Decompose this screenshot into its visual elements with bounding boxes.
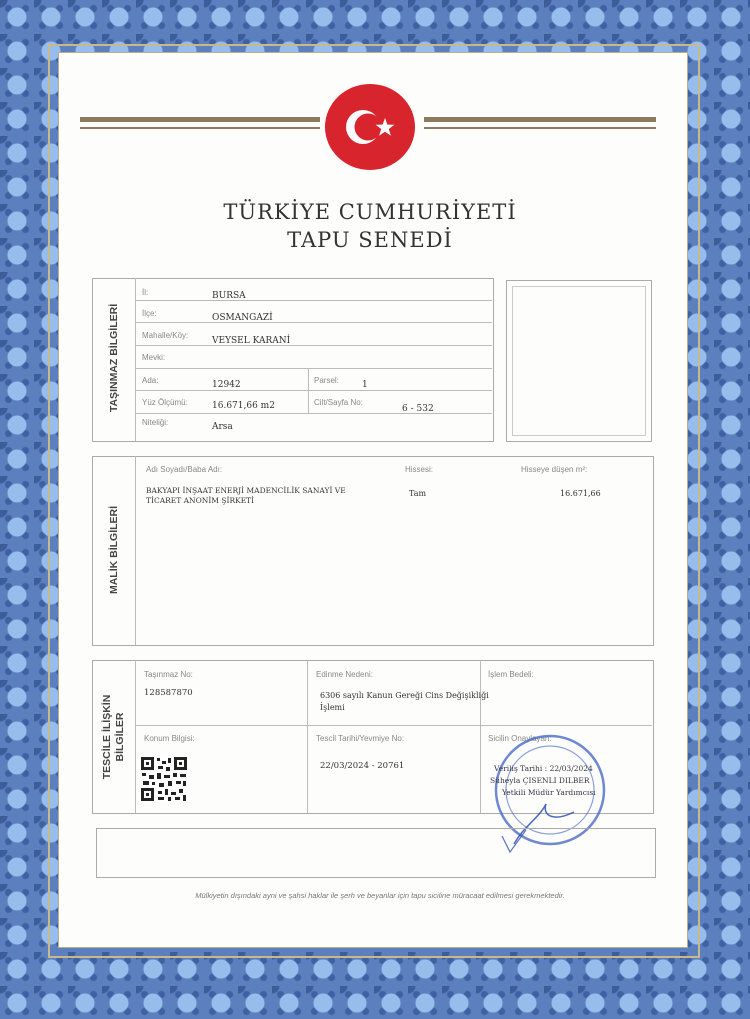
memur-name: Süheyla ÇISENLI DILBER [490, 776, 590, 785]
yuzolcum-label: Yüz Ölçümü: [142, 398, 188, 407]
header-bar-left-thin [80, 127, 320, 129]
parsel-label: Parsel: [314, 376, 339, 385]
tescil-section-label [101, 667, 127, 807]
mahalle-label: Mahalle/Köy: [142, 331, 189, 340]
edinme-line1: 6306 sayılı Kanun Gereği Cins Değişikliği [320, 691, 489, 700]
header-bar-right-thin [424, 127, 656, 129]
hisse-m2-value: 16.671,66 [560, 489, 601, 498]
verilis-tarihi: Veriliş Tarihi : 22/03/2024 [494, 764, 593, 773]
mahalle-value: VEYSEL KARANİ [212, 336, 291, 346]
turkish-flag-emblem [325, 84, 415, 170]
memur-title: Yetkili Müdür Yardımcısı [502, 788, 596, 797]
header-bar-right [424, 117, 656, 122]
document-title-line2: TAPU SENEDİ [287, 228, 453, 252]
ada-label: Ada: [142, 376, 159, 385]
ada-value: 12942 [212, 380, 241, 390]
konum-label: Konum Bilgisi: [144, 734, 195, 743]
edinme-line2: İşlemi [320, 703, 345, 712]
tasinmaz-no-label: Taşınmaz No: [144, 670, 193, 679]
islem-bedeli-label: İşlem Bedeli: [488, 670, 534, 679]
ilce-value: OSMANGAZİ [212, 313, 273, 323]
il-label: İl: [142, 288, 149, 297]
tescil-label-line1: TESCİLE İLİŞKİN [101, 694, 113, 780]
hisse-value: Tam [409, 489, 427, 498]
cilt-label: Cilt/Sayfa No: [314, 398, 363, 407]
document-title-line1: TÜRKİYE CUMHURİYETİ [223, 200, 517, 224]
edinme-label: Edinme Nedeni: [316, 670, 373, 679]
owner-line1: BAKYAPI İNŞAAT ENERJİ MADENCİLİK SANAYİ VE [146, 486, 346, 495]
cilt-value: 6 - 532 [402, 404, 434, 414]
adsoyad-label: Adı Soyadı/Baba Adı: [146, 465, 223, 474]
malik-section-label: MALİK BİLGİLERİ [108, 505, 120, 595]
parsel-value: 1 [362, 380, 368, 390]
yuzolcum-value: 16.671,66 m2 [212, 401, 275, 411]
il-value: BURSA [212, 291, 246, 301]
ilce-label: İlçe: [142, 309, 157, 318]
photo-box-inner [512, 286, 646, 436]
tasinmaz-section-label: TAŞINMAZ BİLGİLERİ [108, 303, 120, 413]
tescil-tarihi-value: 22/03/2024 - 20761 [320, 761, 405, 771]
qr-code-icon [140, 756, 188, 802]
annotation-box [96, 828, 656, 878]
nitelik-value: Arsa [212, 422, 233, 432]
owner-line2: TİCARET ANONİM ŞİRKETİ [146, 496, 255, 505]
footer-note: Mülkiyetin dışındaki ayni ve şahsi haklar ile şerh ve beyanlar için tapu siciline müracaat edilmesi gerekmektedir. [195, 891, 565, 900]
hisse-label: Hissesi: [405, 465, 434, 474]
tescil-tarihi-label: Tescil Tarihi/Yevmiye No: [316, 734, 405, 743]
tescil-label-line2: BİLGİLER [114, 712, 126, 762]
header-bar-left [80, 117, 320, 122]
malik-section [92, 456, 654, 646]
nitelik-label: Niteliği: [142, 418, 169, 427]
sicil-label: Sicilin Onaylayan: [488, 734, 552, 743]
hisse-m2-label: Hisseye düşen m²: [521, 465, 588, 474]
mevki-label: Mevki: [142, 353, 166, 362]
crescent-star-icon [325, 84, 415, 170]
tasinmaz-no-value: 128587870 [144, 688, 193, 698]
